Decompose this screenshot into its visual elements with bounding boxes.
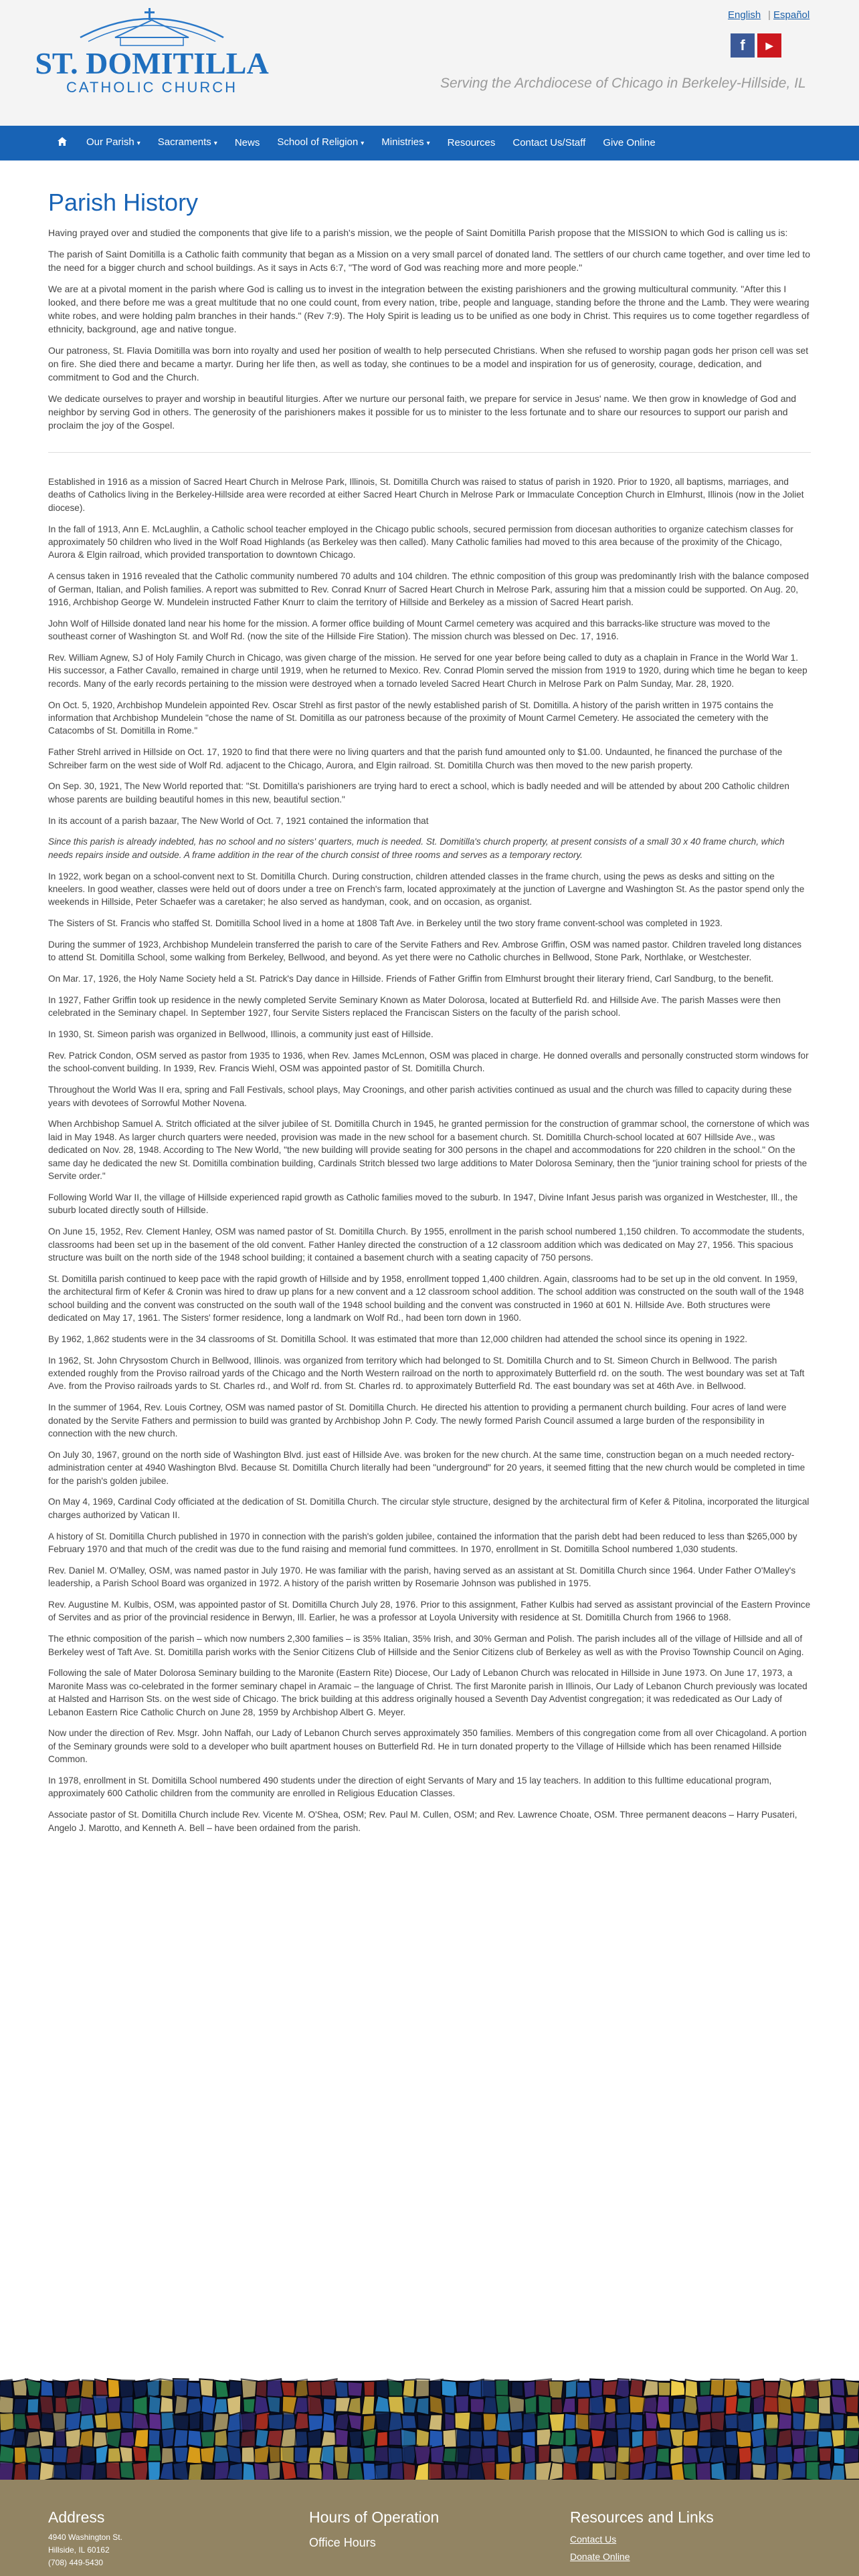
- glass-pane: [791, 2462, 807, 2478]
- glass-pane: [254, 2446, 270, 2464]
- glass-pane: [682, 2463, 696, 2481]
- glass-pane: [296, 2462, 308, 2479]
- address-line: 4940 Washington St.: [48, 2533, 122, 2542]
- chevron-down-icon: ▾: [426, 140, 430, 147]
- glass-pane: [347, 2381, 363, 2396]
- glass-pane: [349, 2446, 364, 2463]
- history-paragraph: In its account of a parish bazaar, The New World of Oct. 7, 1921 contained the information that: [48, 815, 429, 826]
- glass-pane: [577, 2462, 591, 2482]
- glass-pane: [108, 2379, 120, 2398]
- page-title: Parish History: [48, 189, 199, 216]
- glass-pane: [173, 2430, 189, 2448]
- glass-pane: [94, 2413, 107, 2428]
- glass-pane: [80, 2464, 95, 2481]
- glass-pane: [454, 2412, 471, 2430]
- glass-pane: [482, 2430, 498, 2446]
- glass-pane: [268, 2462, 281, 2480]
- glass-pane: [643, 2380, 660, 2397]
- glass-pane: [428, 2414, 442, 2430]
- glass-pane: [845, 2380, 859, 2395]
- glass-pane: [12, 2430, 26, 2446]
- mission-paragraph: Having prayed over and studied the components that give life to a parish's mission, we the people of Saint Domitilla Parish propose that the MISSION to which God is calling us is:: [48, 227, 788, 238]
- parish-history: [48, 475, 811, 1834]
- history-paragraph: On July 30, 1967, ground on the north side of Washington Blvd. just east of Hillside Ave. was broken for the new church. At the same time, construction began on a much needed rectory-administration center at 4940 Washington Blvd. Because St. Domitilla Church literally had been "underground" for 20 years, it seemed fitting that the new church would be completed in time for the parish's golden jubilee.: [48, 1449, 805, 1486]
- glass-pane: [726, 2464, 737, 2481]
- nav-school-of-religion[interactable]: School of Religion ▾: [277, 136, 365, 148]
- glass-pane: [159, 2462, 173, 2480]
- glass-pane: [617, 2396, 630, 2415]
- history-paragraph: John Wolf of Hillside donated land near his home for the mission. A former office building of Mount Carmel cemetery was acquired and this barracks-like structure was moved to the southeast corner of Washington St. and Wolf Rd. (now the site of the Hillside Fire Station). The mission church was blessed on Dec. 17, 1916.: [48, 618, 771, 642]
- stained-glass-banner: [0, 2381, 859, 2480]
- glass-pane: [403, 2395, 417, 2413]
- glass-pane: [415, 2379, 430, 2397]
- glass-pane: [308, 2464, 324, 2480]
- glass-pane: [173, 2462, 189, 2482]
- glass-pane: [267, 2396, 281, 2413]
- glass-pane: [763, 2428, 777, 2446]
- phone-number[interactable]: (708) 449-5430: [48, 2558, 104, 2567]
- glass-pane: [39, 2430, 54, 2448]
- glass-pane: [682, 2430, 698, 2446]
- glass-pane: [13, 2379, 27, 2396]
- history-paragraph: St. Domitilla parish continued to keep pace with the rapid growth of Hillside and by 1958, enrollment topped 1,400 children. Again, classrooms had to be set up in the old convent. In 1959, the architectural firm of Kefer & Cronin was hired to draw up plans for a new convent and a 12 classroom school addition. The school addition was constructed on the south wall of the 1948 school building and the convent was constructed on the south wall of the 1948 school building and the convent was constructed in 1960 at 601 N. Hillside Ave. Both structures were dedicated on May 17, 1961. The Sisters' former residence, long a landmark on Wolf Rd., had been torn down in 1960.: [48, 1273, 804, 1323]
- glass-pane: [25, 2379, 42, 2397]
- glass-pane: [656, 2413, 671, 2429]
- glass-pane: [132, 2446, 147, 2462]
- english-link[interactable]: English: [728, 9, 761, 21]
- glass-pane: [615, 2462, 630, 2482]
- glass-pane: [832, 2379, 846, 2397]
- glass-pane: [603, 2446, 618, 2462]
- glass-pane: [199, 2379, 213, 2397]
- glass-pane: [617, 2428, 630, 2448]
- language-separator: |: [768, 9, 771, 21]
- mission-paragraph: Our patroness, St. Flavia Domitilla was born into royalty and used her position of wealth to help persecuted Christians. When she refused to worship pagan gods her prison cell was set on fire. She died there and became a martyr. During her life then, as well as today, she continues to be a model and inspiration for us of generosity, courage, dedication, and commitment to God and the Church.: [48, 345, 809, 383]
- glass-pane: [629, 2379, 643, 2397]
- glass-pane: [752, 2464, 766, 2479]
- glass-pane: [362, 2428, 377, 2446]
- glass-pane: [240, 2430, 256, 2449]
- glass-pane: [119, 2446, 133, 2464]
- mission-paragraph: We dedicate ourselves to prayer and worship in beautiful liturgies. After we nurture our personal faith, we prepare for service in Jesus' name. We then grow in knowledge of God and neighbor by serving God in others. The generosity of the parishioners makes it possible for us to minister to the less fortunate and to share our resources to support our parish and proclaim the joy of the Gospel.: [48, 393, 797, 431]
- glass-pane: [846, 2395, 859, 2413]
- glass-pane: [831, 2396, 848, 2415]
- chevron-down-icon: ▾: [361, 140, 365, 147]
- mission-paragraph: We are at a pivotal moment in the parish where God is calling us to invest in the integration between the existing parishioners and the growing multicultural community. "After this I looked, and there before me was a great multitude that no one could count, from every nation, tribe, people and language, standing before the throne and the Lamb. They were wearing white robes, and were holding palm branches in their hands." (Rev 7:9). The Holy Spirit is leading us to be unified as one body in Christ. This requires us to come together regardless of ethnicity, background, age and native tongue.: [48, 284, 809, 334]
- glass-pane: [173, 2379, 189, 2397]
- glass-pane: [147, 2379, 160, 2398]
- glass-pane: [777, 2446, 793, 2464]
- glass-pane: [777, 2396, 791, 2414]
- glass-pane: [456, 2428, 470, 2447]
- glass-pane: [656, 2448, 669, 2464]
- history-paragraph: By 1962, 1,862 students were in the 34 classrooms of St. Domitilla School. It was estimated that more than 12,000 children had attended the school since its opening in 1922.: [48, 1333, 748, 1344]
- glass-pane: [242, 2379, 257, 2398]
- main-content: [48, 189, 811, 1842]
- spanish-link[interactable]: Español: [773, 9, 810, 21]
- glass-pane: [401, 2415, 417, 2429]
- glass-pane: [589, 2413, 606, 2430]
- glass-pane: [683, 2446, 698, 2464]
- glass-pane: [549, 2432, 565, 2446]
- logo-subtitle: CATHOLIC CHURCH: [66, 79, 238, 96]
- glass-pane: [161, 2448, 174, 2464]
- footer-links: [570, 2508, 714, 2565]
- glass-pane: [577, 2382, 591, 2398]
- glass-pane: [443, 2464, 458, 2480]
- glass-pane: [27, 2398, 39, 2413]
- history-paragraph: Father Strehl arrived in Hillside on Oct. 17, 1920 to find that there were no living quarters and that the parish fund amounted only to $1.00. Undaunted, he financed the purchase of the Schreiber farm on the west side of Wolf Rd. adjacent to the Chicago, Aurora, and Elgin railroad. St. Domitilla Church was then moved to the new parish property.: [48, 747, 783, 770]
- glass-pane: [565, 2430, 577, 2448]
- glass-pane: [508, 2396, 524, 2413]
- glass-pane: [563, 2462, 577, 2481]
- footer-hours: [309, 2508, 443, 2550]
- glass-pane: [80, 2380, 94, 2399]
- glass-pane: [511, 2381, 523, 2396]
- glass-pane: [549, 2381, 564, 2398]
- glass-pane: [416, 2397, 429, 2415]
- glass-pane: [40, 2380, 53, 2397]
- glass-pane: [377, 2432, 388, 2447]
- glass-pane: [656, 2465, 671, 2478]
- glass-pane: [106, 2397, 121, 2414]
- history-paragraph: Associate pastor of St. Domitilla Church include Rev. Vicente M. O'Shea, OSM; Rev. Paul M. Cullen, OSM; and Rev. Lawrence Choate, OSM. Three permanent deacons – Harry Pusateri, Angelo J. Marotto, and Kenneth A. Bell – have been ordained from the parish.: [48, 1810, 797, 1833]
- glass-pane: [281, 2461, 296, 2480]
- glass-pane: [685, 2413, 699, 2430]
- history-paragraph: Following the sale of Mater Dolorosa Seminary building to the Maronite (Eastern Rite) Diocese, Our Lady of Lebanon Church was relocated in Hillside in June 1973. On June 17, 1973, a Maronite Mass was co-celebrated in the former seminary chapel in Aramaic – the language of Christ. The first Maronite parish in Illinois, Our Lady of Lebanon Church previously was located at Halsted and Harrison Sts. on the west side of Chicago. The brick building at this address originally housed a Seventh Day Adventist congregation; it was rededicated as Our Lady of Lebanon Eastern Rice Catholic Church on June 28, 1959 by Archbishop Albert G. Meyer.: [48, 1668, 807, 1717]
- chevron-down-icon: ▾: [136, 140, 140, 147]
- glass-pane: [818, 2397, 831, 2415]
- glass-pane: [711, 2430, 727, 2448]
- glass-pane: [307, 2429, 321, 2446]
- glass-pane: [751, 2428, 765, 2448]
- glass-pane: [549, 2413, 565, 2432]
- glass-pane: [132, 2462, 149, 2481]
- history-paragraph: In 1978, enrollment in St. Domitilla School numbered 490 students under the direction of eight Servants of Mary and 15 lay teachers. In addition to this fulltime educational program, approximately 600 Catholic children from the community are enrolled in Religious Education Classes.: [48, 1775, 772, 1799]
- nav-our-parish[interactable]: Our Parish ▾: [86, 136, 140, 148]
- glass-pane: [66, 2379, 80, 2397]
- glass-pane: [711, 2397, 726, 2413]
- glass-pane: [605, 2411, 615, 2429]
- glass-pane: [737, 2397, 752, 2413]
- glass-pane: [710, 2462, 725, 2480]
- glass-pane: [696, 2395, 712, 2413]
- history-paragraph: On Sep. 30, 1921, The New World reported that: "St. Domitilla's parishioners are trying hard to erect a school, which is badly needed and will be attended by about 200 Catholic children whose parents are building beautiful homes in this new, beautiful section.": [48, 781, 789, 804]
- history-paragraph: Throughout the World Was II era, spring and Fall Festivals, school plays, May Croonings, and other parish activities continued as usual and the church was filled to capacity during these years with devotees of Sorrowful Mother Novena.: [48, 1085, 792, 1108]
- glass-pane: [589, 2395, 605, 2415]
- nav-sacraments[interactable]: Sacraments ▾: [157, 136, 217, 148]
- glass-pane: [349, 2431, 362, 2448]
- glass-pane: [348, 2414, 362, 2430]
- history-paragraph: In the summer of 1964, Rev. Louis Cortney, OSM was named pastor of St. Domitilla Church. He directed his attention to providing a permanent church building. Four acres of land were donated by the Servite Fathers and permission to build was granted by Archbishop John P. Cody. The newly formed Parish Council assumed a large burden of the responsibility in connection with the new church.: [48, 1402, 787, 1438]
- address-line: Hillside, IL 60162: [48, 2545, 110, 2555]
- nav-resources[interactable]: Resources: [447, 137, 496, 148]
- footer-hours-title: Hours of Operation: [309, 2508, 440, 2526]
- glass-pane: [121, 2396, 134, 2413]
- history-paragraph: Rev. Daniel M. O'Malley, OSM, was named pastor in July 1970. He was familiar with the parish, having served as an assistant at St. Domitilla Church since 1964. Under Father O'Malley's leadership, a Parish School Board was organized in 1972. A history of the parish written by Rosemarie Johnson was published in 1975.: [48, 1565, 796, 1589]
- glass-pane: [134, 2429, 149, 2448]
- glass-pane: [79, 2414, 94, 2431]
- glass-pane: [403, 2462, 415, 2480]
- history-paragraph: When Archbishop Samuel A. Stritch officiated at the silver jubilee of St. Domitilla Church in 1945, he granted permission for the construction of grammar school, the cornerstone of which was laid in May 1948. As larger church quarters were needed, provision was made in the new school for a basement church. St. Domitilla Church-school located at 607 Hillside Ave., was dedicated on Nov. 28, 1948. According to The New World, "the new building will provide seating for 300 persons in the chapel and accommodations for 220 children in the school." On the same day he dedicated the new St. Domitilla combination building, Cardinals Stritch blessed two large additions to Mater Dolorosa Seminary, then the "junior training school for priests of the Servite order.": [48, 1119, 809, 1182]
- glass-pane: [724, 2447, 740, 2464]
- history-paragraph: Rev. Augustine M. Kulbis, OSM, was appointed pastor of St. Domitilla Church July 28, 1976. Prior to this assignment, Father Kulbis had served as assistant provincial of the Eastern Province of Servites and as prior of the provincial residence in Berwyn, Ill. Earlier, he was a professor at Loyola University with residence at St. Domitilla Church from 1966 to 1968.: [48, 1599, 811, 1623]
- glass-pane: [240, 2412, 256, 2431]
- footer-address: [48, 2508, 122, 2569]
- glass-pane: [591, 2462, 605, 2481]
- glass-pane: [470, 2413, 482, 2429]
- glass-pane: [509, 2412, 523, 2432]
- history-paragraph: Now under the direction of Rev. Msgr. John Naffah, our Lady of Lebanon Church serves approximately 350 families. Members of this congregation come from all over Chicagoland. A portion of the Seminary grounds were sold to a developer who built apartment houses on Butterfield Rd. He in turn donated property to the Village of Hillside which has been renamed Hillside Common.: [48, 1728, 807, 1765]
- nav-news[interactable]: News: [234, 137, 260, 148]
- glass-pane: [844, 2430, 859, 2448]
- glass-pane: [551, 2398, 563, 2414]
- footer-address-title: Address: [48, 2508, 105, 2526]
- nav-give-online[interactable]: Give Online: [603, 137, 656, 148]
- history-paragraph: Rev. William Agnew, SJ of Holy Family Church in Chicago, was given charge of the mission. He served for one year before being called to duty as a chaplain in France in the World War 1. His successor, a Father Cavallo, remained in charge until 1919, when he returned to Mexico. Rev. Conrad Plomin served the mission from 1919 to 1920, during which time he began to keep records. Many of the early records pertaining to the mission were destroyed when a tornado leveled Sacred Heart Church in Melrose Park on Palm Sunday, Mar. 28, 1920.: [48, 653, 807, 689]
- glass-pane: [189, 2411, 200, 2430]
- glass-pane: [268, 2413, 283, 2430]
- glass-pane: [846, 2416, 859, 2429]
- glass-pane: [670, 2379, 686, 2396]
- glass-pane: [66, 2445, 82, 2464]
- history-paragraph: The ethnic composition of the parish – which now numbers 2,300 families – is 35% Italian, 35% Irish, and 30% German and Polish. The parish includes all of the village of Hillside and all of Berkeley west of Taft Ave. St. Domitilla parish works with the Senior Citizens Club of Hillside and the Senior Citizens club of Berkeley as well as with the Proviso Township Council on Aging.: [48, 1634, 804, 1657]
- glass-pane: [361, 2396, 375, 2416]
- facebook-icon[interactable]: f: [731, 33, 755, 58]
- history-paragraph: In 1922, work began on a school-convent next to St. Domitilla Church. During construction, children attended classes in the frame church, using the pews as desks and sitting on the kneelers. In good weather, classes were held out of doors under a tree on French's farm, located approximately at the junction of Lavergne and Washington St. As the pastor spend only the weekends in Hillside, Peter Schaefer was a caretaker; he also served as handyman, cook, and on occasion, as organist.: [48, 871, 805, 907]
- main-navigation: [0, 126, 859, 160]
- history-paragraph: On Oct. 5, 1920, Archbishop Mundelein appointed Rev. Oscar Strehl as first pastor of the newly established parish of St. Domitilla. A history of the parish written in 1975 contains the information that Archbishop Mundelein "chose the name of St. Domitilla as our patroness because of the proximity of Mount Carmel Cemetery. He associated the cemetery with the Catacombs of St. Domitilla in Rome.": [48, 700, 774, 736]
- glass-pane: [215, 2381, 229, 2398]
- glass-pane: [444, 2396, 455, 2413]
- glass-pane: [630, 2413, 643, 2432]
- glass-pane: [160, 2396, 173, 2413]
- mission-statement: [48, 226, 811, 432]
- glass-pane: [778, 2413, 792, 2430]
- glass-pane: [696, 2462, 712, 2482]
- nav-ministries[interactable]: Ministries ▾: [381, 136, 430, 148]
- glass-pane: [604, 2462, 617, 2479]
- youtube-icon[interactable]: ▶: [757, 33, 781, 58]
- history-paragraph: On June 15, 1952, Rev. Clement Hanley, OSM was named pastor of St. Domitilla Church. By 1955, enrollment in the parish school numbered 1,150 children. To accommodate the students, classrooms had been set up in the basement of the old convent. Father Hanley directed the construction of a 12 classroom addition which was dedicated on May 27, 1956. This spacious structure was built on the north side of the 1948 school building; it contained a basement church with a seating capacity of 750 persons.: [48, 1226, 805, 1263]
- history-paragraph: In 1927, Father Griffin took up residence in the newly completed Servite Seminary Known as Mater Dolorosa, located at Butterfield Rd. and Hillside Ave. The parish Masses were then celebrated in the Seminary chapel. In September 1927, four Servite Sisters replaced the Franciscan Sisters on the faculty of the parish school.: [48, 995, 781, 1018]
- glass-pane: [348, 2463, 365, 2481]
- glass-pane: [538, 2395, 551, 2414]
- glass-pane: [281, 2381, 296, 2397]
- history-paragraph: Established in 1916 as a mission of Sacred Heart Church in Melrose Park, Illinois, St. Domitilla Church was raised to status of parish in 1920. Prior to 1920, all baptisms, marriages, and deaths of Catholics living in the Berkeley-Hillside area were recorded at either Sacred Heart Church in Melrose Park or Immaculate Conception Church in Elmhurst, Illinois (now in the Joliet diocese).: [48, 477, 804, 513]
- glass-pane: [148, 2462, 161, 2481]
- glass-pane: [227, 2462, 244, 2480]
- glass-pane: [765, 2462, 778, 2480]
- nav-contact-staff[interactable]: Contact Us/Staff: [512, 137, 586, 148]
- office-hours-label: Office Hours: [309, 2536, 376, 2549]
- history-paragraph: A history of St. Domitilla Church published in 1970 in connection with the parish's golden jubilee, contained the information that the parish debt had been reduced to less than $265,000 by February 1970 and that much of the credit was due to the fund raising and memorial fund committees. In 1970, enrollment in St. Domitilla School numbered 1,030 students.: [48, 1531, 797, 1554]
- glass-pane: [710, 2411, 725, 2431]
- glass-pane: [524, 2445, 536, 2464]
- glass-pane: [538, 2445, 550, 2464]
- glass-pane: [430, 2395, 444, 2415]
- footer-links-title: Resources and Links: [570, 2508, 714, 2526]
- history-paragraph: A census taken in 1916 revealed that the Catholic community numbered 70 adults and 104 children. The ethnic composition of this group was predominantly Irish with the balance composed of German, Italian, and Polish families. A report was submitted to Rev. Conrad Knurr of Sacred Heart Church in Melrose Park, assuring him that a mission could be supported. On Aug. 20, 1916, Archbishop George W. Mundelein instructed Father Knurr to claim the territory of Hillside and Berkeley as a mission of Sacred Heart parish.: [48, 571, 809, 608]
- glass-pane: [13, 2462, 27, 2482]
- history-paragraph: During the summer of 1923, Archbishop Mundelein transferred the parish to care of the Servite Fathers and Rev. Ambrose Griffin, OSM was named pastor. Children traveled long distances to attend St. Domitilla School, some walking from Berkeley, Bellwood, and beyond. As yet there were no Catholic churches in Bellwood, Stone Park, Northlake, or Westchester.: [48, 940, 802, 963]
- glass-pane: [549, 2462, 564, 2481]
- glass-pane: [739, 2462, 753, 2480]
- glass-pane: [511, 2445, 522, 2465]
- glass-pane: [188, 2464, 203, 2481]
- glass-pane: [175, 2395, 188, 2415]
- glass-pane: [214, 2430, 228, 2447]
- site-header: [0, 0, 859, 126]
- glass-pane: [562, 2398, 575, 2413]
- glass-pane: [25, 2414, 42, 2430]
- site-footer: [0, 2480, 859, 2576]
- glass-pane: [53, 2380, 66, 2399]
- history-paragraph: In the fall of 1913, Ann E. McLaughlin, a Catholic school teacher employed in the Chicago public schools, secured permission from diocesan authorities to organize catechism classes for approximately 50 children who lived in the Wolf Road Highlands (as Berkeley was then called). Many Catholic families had moved to this area because of the proximity of the Chicago, Aurora & Elgin railroad, which provided transportation to downtown Chicago.: [48, 524, 793, 560]
- glass-pane: [160, 2379, 173, 2396]
- glass-pane: [375, 2464, 389, 2480]
- glass-pane: [203, 2412, 214, 2431]
- glass-pane: [307, 2395, 323, 2416]
- site-tagline: Serving the Archdiocese of Chicago in Berkeley-Hillside, IL: [440, 76, 806, 91]
- glass-pane: [82, 2446, 96, 2465]
- glass-pane: [630, 2462, 644, 2480]
- glass-pane: [120, 2432, 136, 2448]
- glass-pane: [497, 2445, 510, 2463]
- glass-pane: [429, 2463, 442, 2479]
- glass-pane: [510, 2462, 524, 2482]
- glass-pane: [575, 2428, 591, 2445]
- glass-pane: [27, 2464, 40, 2481]
- glass-pane: [482, 2380, 497, 2399]
- history-quote: Since this parish is already indebted, has no school and no sisters' quarters, much is needed. St. Domitilla's church property, at present consists of a small 30 x 40 frame church, which needs repairs inside and outside. A frame addition in the rear of the church consist of three rooms and serves as a temporary rectory.: [48, 837, 785, 860]
- donate-online-link[interactable]: Donate Online: [570, 2551, 630, 2562]
- glass-pane: [389, 2462, 405, 2480]
- glass-pane: [522, 2412, 537, 2431]
- church-logo[interactable]: [35, 8, 269, 96]
- glass-pane: [656, 2396, 670, 2413]
- chevron-down-icon: ▾: [213, 140, 217, 147]
- glass-pane: [335, 2428, 349, 2446]
- glass-pane: [106, 2412, 121, 2430]
- mission-paragraph: The parish of Saint Domitilla is a Catholic faith community that began as a Mission on a very small parcel of donated land. The settlers of our church came together, and over time led to the need for a bigger church and school buildings. As it says in Acts 6:7, "The word of God was reaching more and more people.": [48, 249, 810, 273]
- glass-pane: [213, 2398, 227, 2413]
- logo-title: ST. DOMITILLA: [35, 46, 269, 80]
- glass-pane: [819, 2415, 832, 2429]
- glass-pane: [0, 2462, 14, 2482]
- contact-us-link[interactable]: Contact Us: [570, 2534, 617, 2545]
- history-paragraph: Rev. Patrick Condon, OSM served as pastor from 1935 to 1936, when Rev. James McLennon, OSM was placed in charge. He donned overalls and personally constructed storm windows for the school-convent building. In 1939, Rev. Francis Wiehl, OSM was appointed pastor of St. Domitilla Church.: [48, 1051, 809, 1074]
- history-paragraph: In 1962, St. John Chrysostom Church in Bellwood, Illinois. was organized from territory which had belonged to St. Domitilla Church and to St. Simeon Church in Bellwood. The parish extended roughly from the Proviso railroad yards of the Chicago and the North Western railroad on the north to approximately Butterfield rd. on the south. The west boundary was set at Taft Ave. from the Proviso railroads yards to St. Charles rd., and Wolf rd. from St. Charles rd. to approximately Butterfield Rd. The east boundary was set at 46th Ave. in Bellwood.: [48, 1355, 805, 1392]
- glass-pane: [844, 2462, 859, 2479]
- history-paragraph: In 1930, St. Simeon parish was organized in Bellwood, Illinois, a community just east of Hillside.: [48, 1029, 434, 1040]
- history-paragraph: On May 4, 1969, Cardinal Cody officiated at the dedication of St. Domitilla Church. The circular style structure, designed by the architectural firm of Kefer & Pitolina, incorporated the liturgical charges authorized by Vatican II.: [48, 1497, 809, 1520]
- history-paragraph: On Mar. 17, 1926, the Holy Name Society held a St. Patrick's Day dance in Hillside. Friends of Father Griffin from Elmhurst brought their literary friend, Carl Sandburg, to the benefit.: [48, 974, 774, 984]
- glass-pane: [819, 2448, 832, 2462]
- section-divider: [48, 452, 811, 453]
- glass-pane: [322, 2413, 335, 2432]
- history-paragraph: Following World War II, the village of Hillside experienced rapid growth as Catholic families moved to the suburb. In 1947, Divine Infant Jesus parish was organized in Westchester, Ill., the suburb located directly south of Hillside.: [48, 1192, 798, 1216]
- glass-pane: [322, 2462, 334, 2482]
- home-icon[interactable]: [48, 126, 78, 160]
- glass-pane: [737, 2431, 752, 2448]
- glass-pane: [710, 2379, 724, 2396]
- history-paragraph: The Sisters of St. Francis who staffed St. Domitilla School lived in a home at 1808 Taft Ave. in Berkeley until the two story frame convent-school was completed in 1923.: [48, 918, 723, 929]
